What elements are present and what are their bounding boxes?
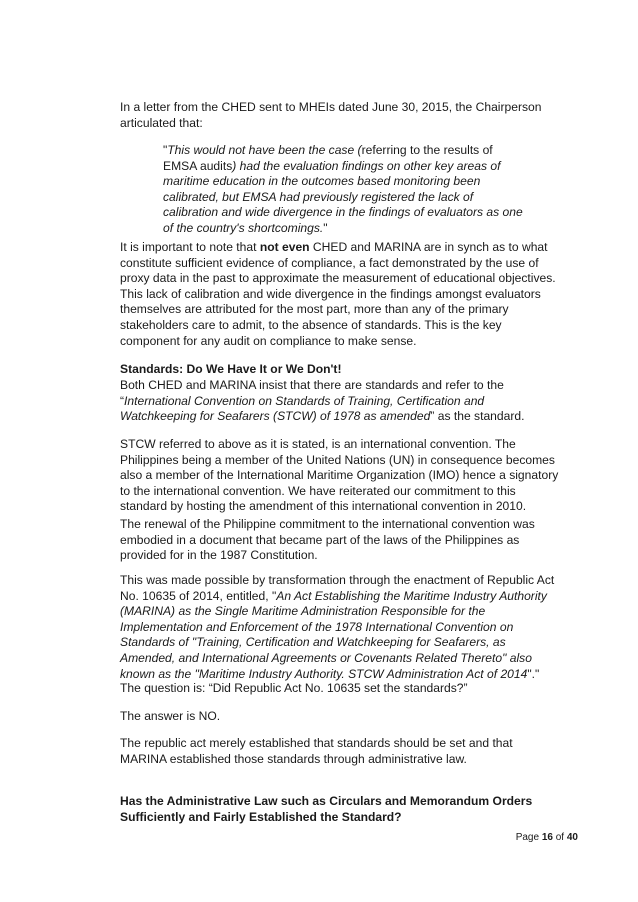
paragraph-stcw-convention-text: STCW referred to above as it is stated, is an international convention. The Philippines being a member of the United Nations (UN) in consequence becomes also a member of the International Maritime Organization (IMO) hence a signatory to the international convention. We have reiterated our commitment to this standard by hosting the amendment of this international convention in 2010.	[120, 437, 559, 514]
paragraph-synch-text-a: It is important to note that	[120, 240, 260, 254]
section-heading-standards	[120, 362, 560, 378]
page-label: Page	[515, 832, 542, 843]
paragraph-synch-bold: not even	[259, 240, 310, 254]
quote-open-mark: "	[163, 143, 168, 157]
section-heading-standards-text: Standards: Do We Have It or We Don't!	[120, 362, 342, 376]
paragraph-republic-act-text-b: "."	[527, 666, 540, 681]
paragraph-administrative-law-text: The republic act merely established that standards should be set and that MARINA established those standards through administrative law.	[120, 736, 513, 766]
paragraph-stcw-reference-text-b: ” as the standard.	[430, 409, 525, 424]
total-pages: 40	[566, 832, 578, 843]
page-of-label: of	[552, 832, 567, 843]
paragraph-republic-act-text-a: This was made possible by transformation through the enactment of Republic Act No. 10635 of 2014, entitled, "	[120, 573, 555, 603]
paragraph-intro	[120, 100, 560, 131]
paragraph-question-text: The question is: “Did Republic Act No. 10635 set the standards?”	[120, 681, 468, 695]
paragraph-renewal-text: The renewal of the Philippine commitment to the international convention was embodied in a document that became part of the laws of the Philippines as provided for in the 1987 Constitution.	[120, 517, 535, 563]
paragraph-stcw-reference	[120, 378, 560, 425]
quote-normal-part: referring to the results of EMSA audits	[163, 143, 493, 173]
paragraph-answer-text: The answer is NO.	[120, 709, 221, 723]
section-heading-administrative-law-text: Has the Administrative Law such as Circulars and Memorandum Orders Sufficiently and Fairly Established the Standard?	[120, 794, 533, 824]
paragraph-administrative-law	[120, 736, 560, 767]
page-footer	[516, 832, 578, 843]
quote-close-mark: "	[323, 220, 328, 235]
quotation-block	[163, 143, 523, 237]
paragraph-renewal	[120, 517, 560, 564]
paragraph-answer	[120, 709, 560, 725]
quote-italic-part-1: This would not have been the case (	[167, 143, 362, 157]
paragraph-stcw-reference-italic: International Convention on Standards of Training, Certification and Watchkeeping for Seafarers (STCW) of 1978 as amended	[120, 393, 485, 424]
page-number: 16	[541, 832, 553, 843]
paragraph-republic-act	[120, 573, 560, 682]
paragraph-stcw-convention	[120, 437, 560, 515]
section-heading-administrative-law	[120, 794, 560, 825]
paragraph-republic-act-italic: An Act Establishing the Maritime Industry Authority (MARINA) as the Single Maritime Administration Responsible for the Implementation and Enforcement of the 1978 International Convention on Standards of "Training, Certification and Watchkeeping for Seafarers, as Amended, and International Agreements or Covenants Related Thereto" also known as the "Maritime Industry Authority. STCW Administration Act of 2014	[120, 588, 547, 681]
paragraph-question	[120, 681, 560, 697]
paragraph-synch-text-b: CHED and MARINA are in synch as to what constitute sufficient evidence of compliance, a fact demonstrated by the use of proxy data in the past to approximate the measurement of educational objectives. This lack of calibration and wide divergence in the findings amongst evaluators themselves are attributed for the most part, more than any of the primary stakeholders care to admit, to the absence of standards. This is the key component for any audit on compliance to make sense.	[120, 240, 556, 348]
paragraph-intro-text: In a letter from the CHED sent to MHEIs dated June 30, 2015, the Chairperson articulated that:	[120, 100, 542, 130]
quote-italic-part-2: ) had the evaluation findings on other key areas of maritime education in the outcomes based monitoring been calibrated, but EMSA had previously registered the lack of calibration and wide divergence in the findings of evaluators as one of the country's shortcomings.	[163, 158, 523, 235]
paragraph-stcw-reference-text-a: Both CHED and MARINA insist that there are standards and refer to the “	[120, 378, 504, 408]
paragraph-synch	[120, 240, 560, 349]
